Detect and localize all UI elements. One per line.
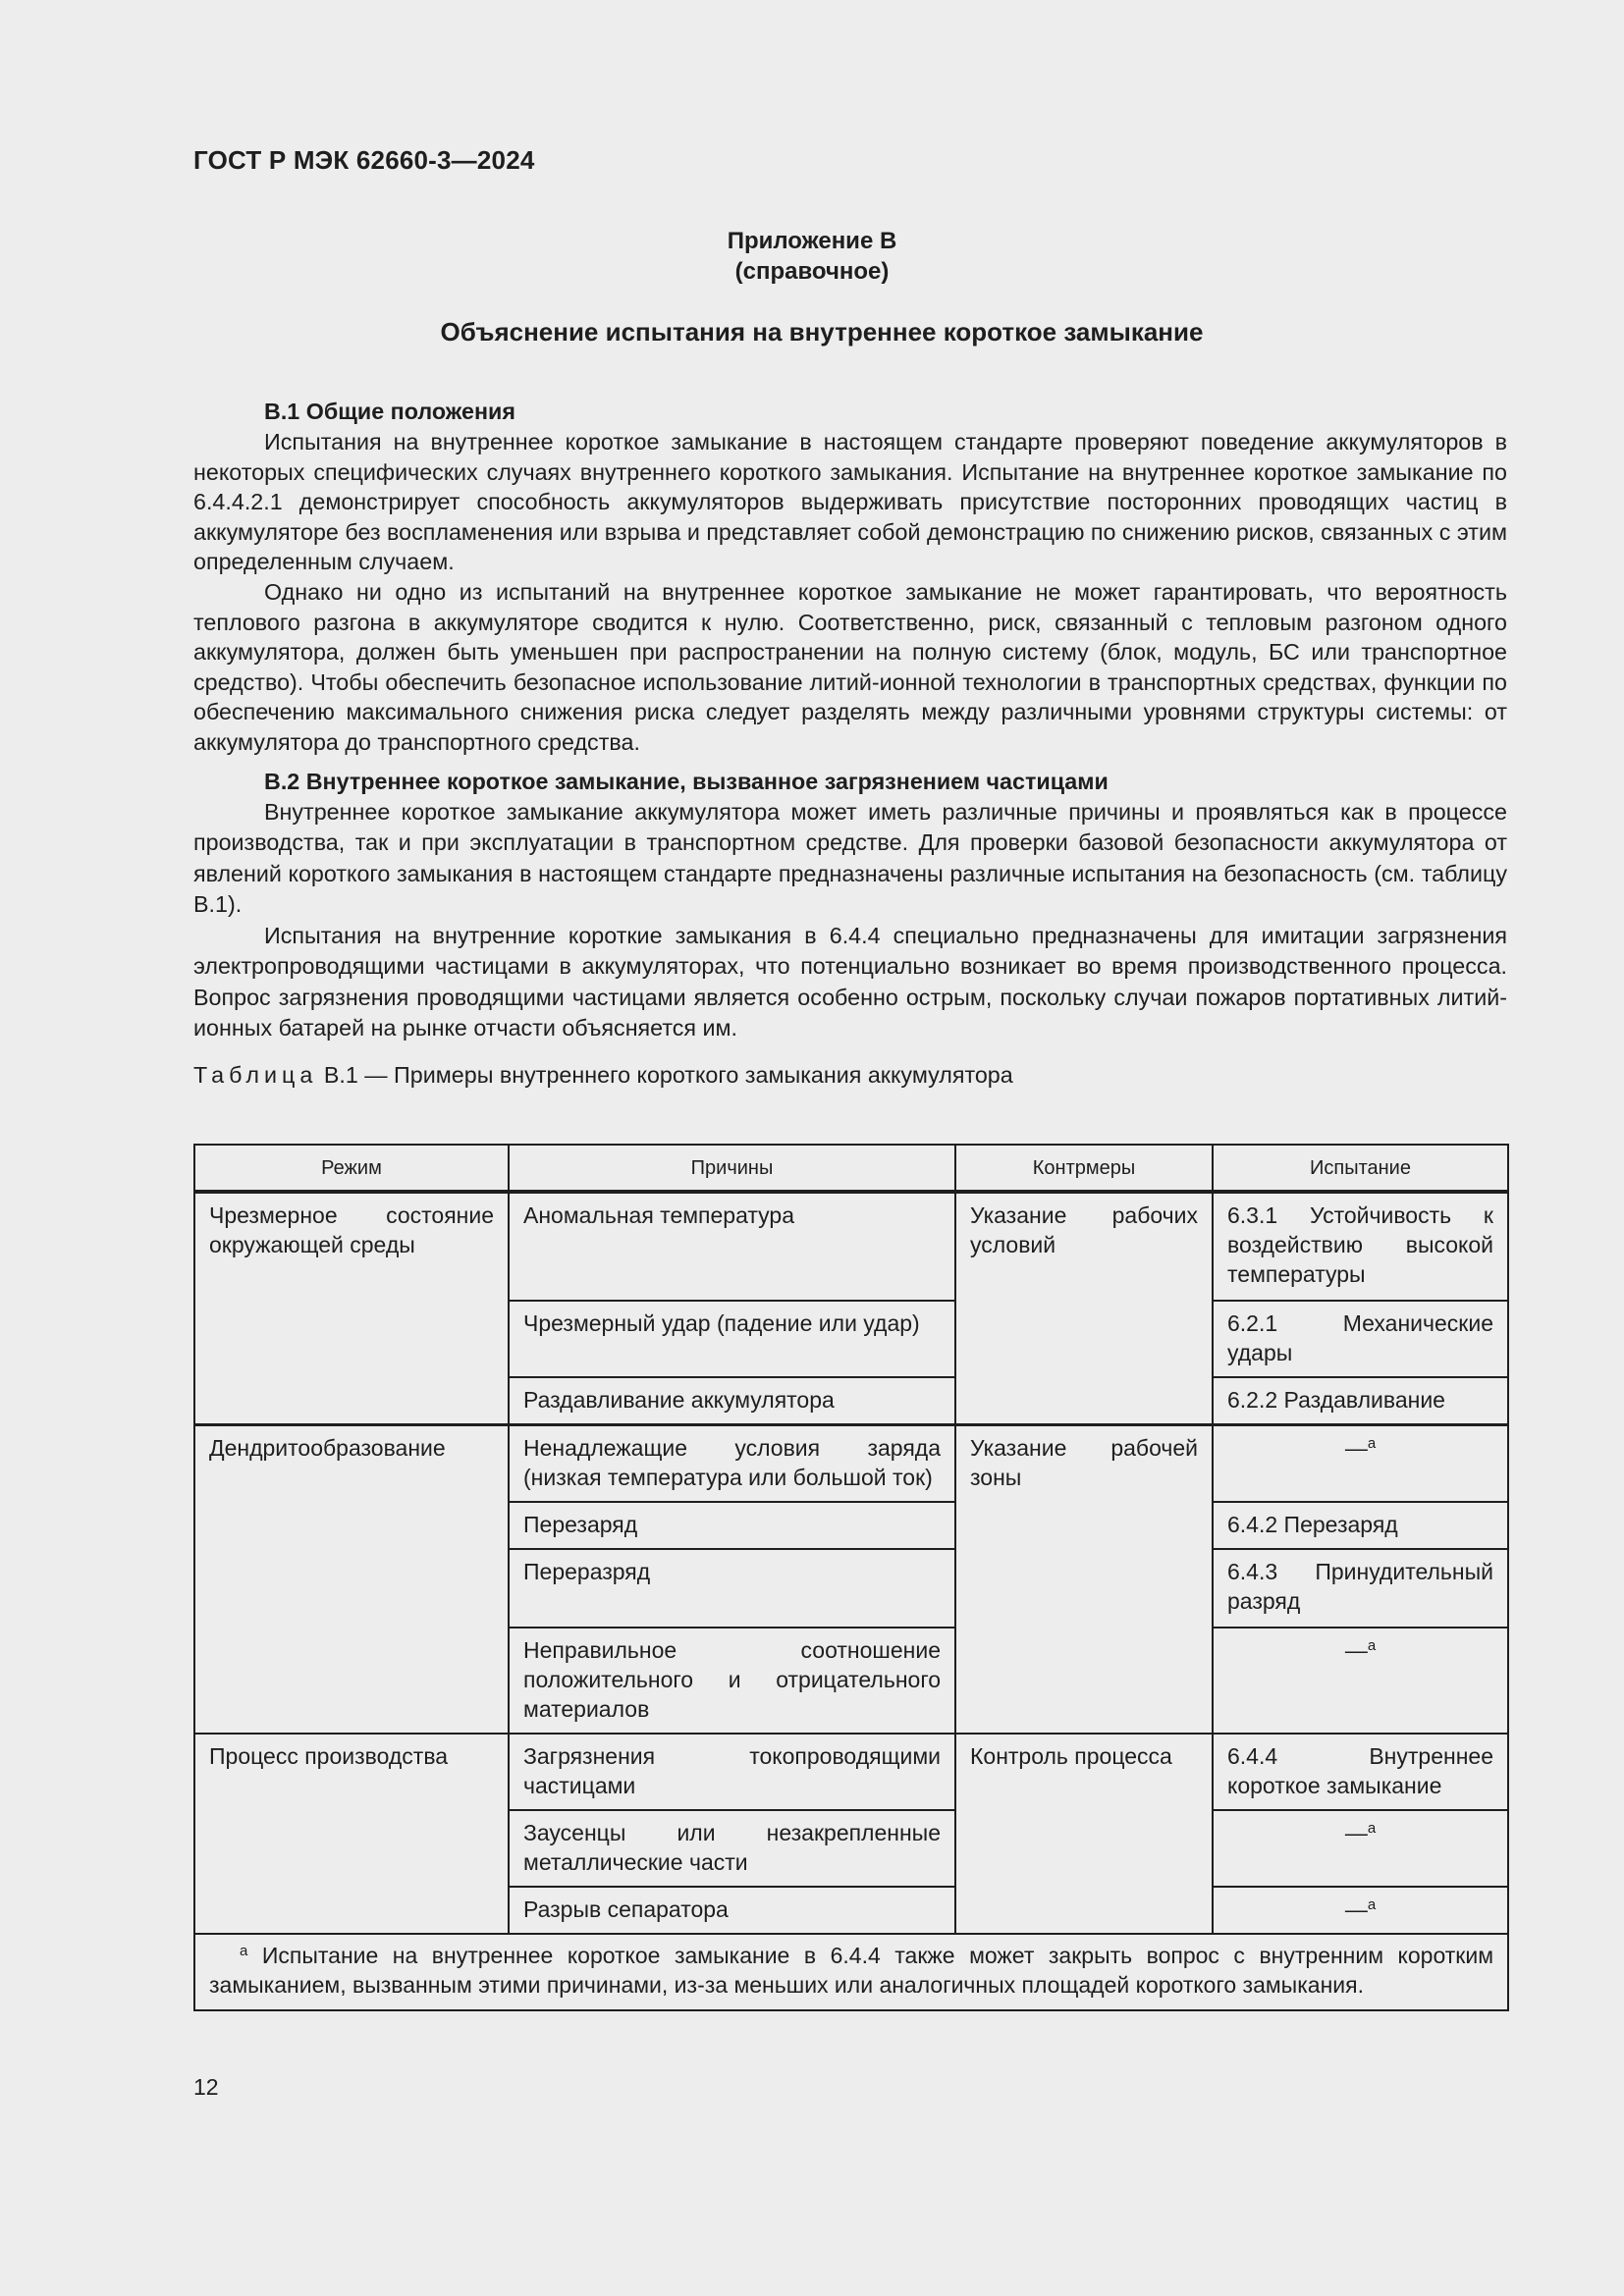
table-row [194, 1425, 1508, 1503]
annex-name: Приложение В [727, 228, 897, 254]
document-body [193, 396, 1507, 1090]
annex-title: Объяснение испытания на внутреннее короткое замыкание [440, 317, 1204, 347]
footnote-ref: a [1367, 1435, 1377, 1452]
test-cell: 6.4.3 Принудительный разряд [1213, 1549, 1508, 1628]
section-body [193, 797, 1507, 1044]
paragraph: Внутреннее короткое замыкание аккумулятора может иметь различные причины и проявляться как в процессе производства, так и при эксплуатации в транспортном средстве. Для проверки базовой безопасности аккумулятора от явлений короткого замыкания в настоящем стандарте предназначены различные испытания на безопасность (см. таблицу В.1). [193, 798, 1507, 918]
cause-cell: Неправильное соотношение положительного и отрицательного материалов [509, 1628, 955, 1734]
table-footnote [194, 1934, 1508, 2010]
column-header: Контрмеры [955, 1145, 1213, 1192]
table-caption [193, 1060, 1507, 1090]
dash-mark: — [1344, 1435, 1368, 1461]
cause-cell: Загрязнения токопроводящими частицами [509, 1734, 955, 1810]
test-cell [1213, 1810, 1508, 1887]
annex-type: (справочное) [734, 258, 890, 285]
test-cell [1213, 1628, 1508, 1734]
standard-header: ГОСТ Р МЭК 62660-3—2024 [193, 145, 535, 175]
test-cell [1213, 1425, 1508, 1503]
countermeasure-cell: Указание рабочей зоны [955, 1425, 1213, 1735]
column-header: Испытание [1213, 1145, 1508, 1192]
test-cell: 6.4.4 Внутреннее короткое замыкание [1213, 1734, 1508, 1810]
cause-cell: Разрыв сепаратора [509, 1887, 955, 1934]
test-cell [1213, 1887, 1508, 1934]
dash-mark: — [1344, 1896, 1368, 1922]
cause-cell: Аномальная температура [509, 1192, 955, 1301]
mode-cell: Дендритообразование [194, 1425, 509, 1735]
footnote-ref: a [1367, 1896, 1377, 1913]
countermeasure-cell: Контроль процесса [955, 1734, 1213, 1934]
section-heading: В.1 Общие положения [264, 399, 515, 424]
table-row [194, 1192, 1508, 1301]
paragraph: Однако ни одно из испытаний на внутреннее короткое замыкание не может гарантировать, что вероятность теплового разгона в аккумуляторе сводится к нулю. Соответственно, риск, связанный с тепловым разгоном одного аккумулятора, должен быть уменьшен при распространении на полную систему (блок, модуль, БС или транспортное средство). Чтобы обеспечить безопасное использование литий-ионной технологии в транспортных средствах, функции по обеспечению максимального снижения риска следует разделять между различными уровнями структуры системы: от аккумулятора до транспортного средства. [193, 578, 1507, 755]
mode-cell: Процесс производства [194, 1734, 509, 1934]
paragraph: Испытания на внутренние короткие замыкания в 6.4.4 специально предназначены для имитации загрязнения электропроводящими частицами в аккумуляторах, что потенциально возникает во время производственного процесса. Вопрос загрязнения проводящими частицами является особенно острым, поскольку случаи пожаров портативных литий-ионных батарей на рынке отчасти объясняется им. [193, 922, 1507, 1041]
cause-cell: Чрезмерный удар (падение или удар) [509, 1301, 955, 1377]
footnote-mark: a [240, 1943, 248, 1959]
test-cell: 6.2.2 Раздавливание [1213, 1377, 1508, 1425]
table-row [194, 1734, 1508, 1810]
footnote-ref: a [1367, 1637, 1377, 1654]
table-caption-text: В.1 — Примеры внутреннего короткого замыкания аккумулятора [323, 1061, 1013, 1088]
paragraph: Испытания на внутреннее короткое замыкание в настоящем стандарте проверяют поведение аккумуляторов в некоторых специфических случаях внутреннего короткого замыкания. Испытание на внутреннее короткое замыкание по 6.4.4.2.1 демонстрирует способность аккумуляторов выдерживать присутствие посторонних проводящих частиц в аккумуляторе без воспламенения или взрыва и представляет собой демонстрацию по снижению рисков, связанных с этим определенным случаем. [193, 429, 1507, 575]
column-header: Причины [509, 1145, 955, 1192]
mode-cell: Чрезмерное состояние окружающей среды [194, 1192, 509, 1425]
cause-cell: Заусенцы или незакрепленные металлические части [509, 1810, 955, 1887]
table-footnote-row [194, 1934, 1508, 2010]
test-cell: 6.2.1 Механические удары [1213, 1301, 1508, 1377]
footnote-ref: a [1367, 1820, 1377, 1837]
section-heading: В.2 Внутреннее короткое замыкание, вызванное загрязнением частицами [264, 768, 1109, 794]
annex-label [0, 226, 1624, 287]
test-cell: 6.3.1 Устойчивость к воздействию высокой температуры [1213, 1192, 1508, 1301]
examples-table [193, 1144, 1509, 2011]
dash-mark: — [1344, 1820, 1368, 1845]
table-caption-label: Таблица [193, 1061, 318, 1088]
cause-cell: Ненадлежащие условия заряда (низкая температура или большой ток) [509, 1425, 955, 1503]
page-number: 12 [193, 2074, 219, 2100]
cause-cell: Переразряд [509, 1549, 955, 1628]
footnote-text: Испытание на внутреннее короткое замыкание в 6.4.4 также может закрыть вопрос с внутренним коротким замыканием, вызванным этими причинами, из-за меньших или аналогичных площадей короткого замыкания. [209, 1943, 1494, 1998]
test-cell: 6.4.2 Перезаряд [1213, 1502, 1508, 1549]
cause-cell: Раздавливание аккумулятора [509, 1377, 955, 1425]
cause-cell: Перезаряд [509, 1502, 955, 1549]
column-header: Режим [194, 1145, 509, 1192]
table-header-row [194, 1145, 1508, 1192]
countermeasure-cell: Указание рабочих условий [955, 1192, 1213, 1425]
dash-mark: — [1344, 1637, 1368, 1663]
